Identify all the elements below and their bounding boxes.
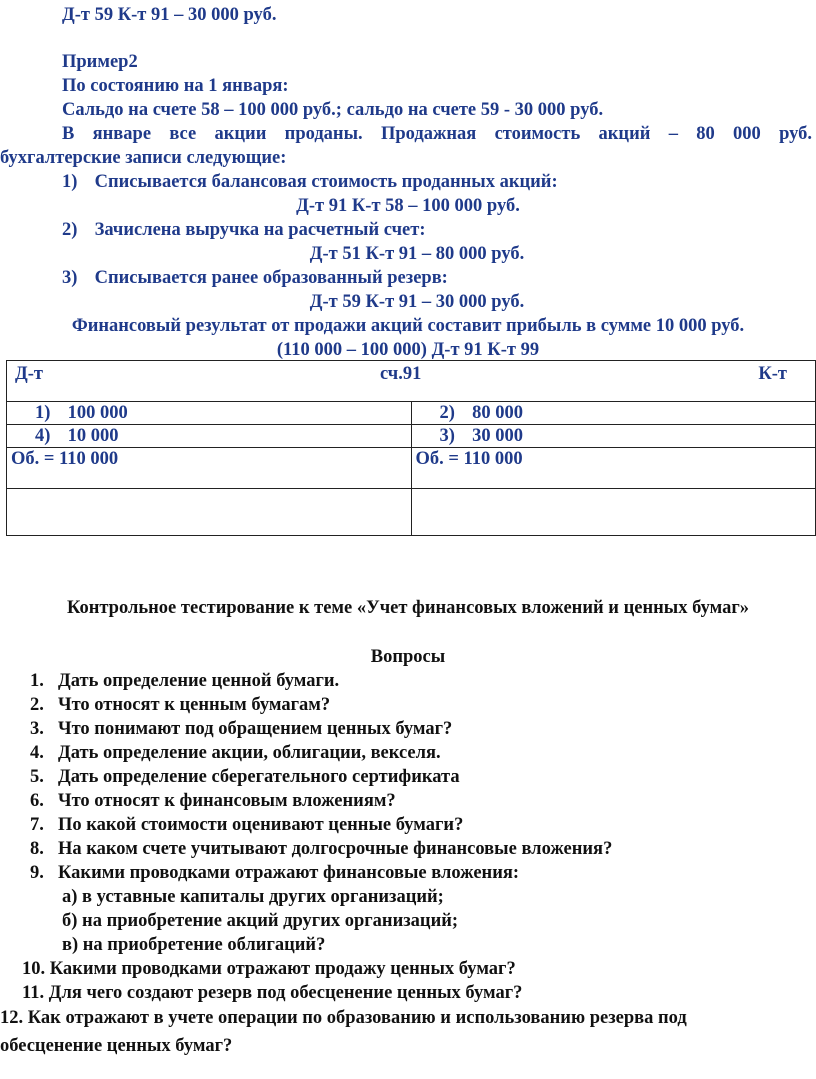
empty-cell bbox=[7, 489, 412, 536]
question-text: Какими проводками отражают финансовые вложения: bbox=[58, 863, 520, 883]
account-91-table bbox=[6, 360, 816, 536]
step-text: Зачислена выручка на расчетный счет: bbox=[94, 220, 426, 240]
debit-value: 100 000 bbox=[67, 403, 128, 423]
example-balances: Сальдо на счете 58 – 100 000 руб.; сальдо на счете 59 - 30 000 руб. bbox=[62, 100, 604, 120]
question-12-line2: обесценение ценных бумаг? bbox=[0, 1036, 233, 1056]
step-2 bbox=[62, 219, 426, 241]
table-header-row bbox=[7, 361, 816, 402]
result-entry: (110 000 – 100 000) Д-т 91 К-т 99 bbox=[276, 340, 540, 360]
question-11: 11. Для чего создают резерв под обесценение ценных бумаг? bbox=[22, 983, 523, 1003]
question-number: 6. bbox=[30, 791, 44, 811]
step-number: 3) bbox=[62, 268, 78, 288]
table-row bbox=[7, 402, 816, 425]
result-line: Финансовый результат от продажи акций составит прибыль в сумме 10 000 руб. bbox=[71, 316, 745, 336]
subitem-a: а) в уставные капиталы других организаций; bbox=[62, 887, 444, 907]
question-text: Что понимают под обращением ценных бумаг? bbox=[58, 719, 453, 739]
question-number: 5. bbox=[30, 767, 44, 787]
debit-label: Д-т bbox=[15, 364, 43, 384]
question-number: 3. bbox=[30, 719, 44, 739]
question-number: 1. bbox=[30, 671, 44, 691]
table-row bbox=[7, 425, 816, 448]
credit-label: К-т bbox=[758, 364, 787, 384]
step-text: Списывается ранее образованный резерв: bbox=[94, 268, 448, 288]
step-number: 1) bbox=[62, 172, 78, 192]
credit-cell bbox=[411, 425, 816, 448]
test-title: Контрольное тестирование к теме «Учет финансовых вложений и ценных бумаг» bbox=[66, 598, 750, 618]
empty-row bbox=[7, 489, 816, 536]
credit-cell bbox=[411, 402, 816, 425]
row-number: 4) bbox=[35, 426, 51, 446]
question-number: 9. bbox=[30, 863, 44, 883]
debit-turnover: Об. = 110 000 bbox=[7, 448, 412, 489]
question-10: 10. Какими проводками отражают продажу ценных бумаг? bbox=[22, 959, 516, 979]
row-number: 3) bbox=[439, 426, 455, 446]
step-text: Списывается балансовая стоимость проданных акций: bbox=[94, 172, 558, 192]
row-number: 2) bbox=[439, 403, 455, 423]
question-4 bbox=[30, 742, 441, 764]
debit-value: 10 000 bbox=[67, 426, 119, 446]
top-entry: Д-т 59 К-т 91 – 30 000 руб. bbox=[62, 5, 277, 25]
example-state-line: По состоянию на 1 января: bbox=[62, 76, 289, 96]
question-8 bbox=[30, 838, 612, 860]
step-1-entry: Д-т 91 К-т 58 – 100 000 руб. bbox=[296, 196, 520, 216]
example-title: Пример2 bbox=[62, 52, 138, 72]
question-number: 8. bbox=[30, 839, 44, 859]
account-label: сч.91 bbox=[379, 364, 422, 384]
question-text: На каком счете учитывают долгосрочные финансовые вложения? bbox=[58, 839, 613, 859]
question-3 bbox=[30, 718, 452, 740]
debit-cell bbox=[7, 425, 412, 448]
example-records-line: бухгалтерские записи следующие: bbox=[0, 148, 287, 168]
question-12-line1: 12. Как отражают в учете операции по образованию и использованию резерва под bbox=[0, 1008, 687, 1028]
step-1 bbox=[62, 171, 558, 193]
question-text: По какой стоимости оценивают ценные бумаги? bbox=[58, 815, 464, 835]
question-number: 7. bbox=[30, 815, 44, 835]
debit-cell bbox=[7, 402, 412, 425]
step-2-entry: Д-т 51 К-т 91 – 80 000 руб. bbox=[309, 244, 525, 264]
question-text: Что относят к финансовым вложениям? bbox=[58, 791, 396, 811]
question-5 bbox=[30, 766, 460, 788]
empty-cell bbox=[411, 489, 816, 536]
example-sold-line: В январе все акции проданы. Продажная стоимость акций – 80 000 руб. bbox=[62, 124, 812, 144]
subitem-b: б) на приобретение акций других организаций; bbox=[62, 911, 459, 931]
step-3 bbox=[62, 267, 448, 289]
question-text: Дать определение сберегательного сертификата bbox=[58, 767, 460, 787]
table-header-cell bbox=[7, 361, 816, 402]
row-number: 1) bbox=[35, 403, 51, 423]
question-text: Что относят к ценным бумагам? bbox=[58, 695, 331, 715]
question-7 bbox=[30, 814, 463, 836]
subitem-c: в) на приобретение облигаций? bbox=[62, 935, 326, 955]
question-text: Дать определение ценной бумаги. bbox=[58, 671, 340, 691]
step-number: 2) bbox=[62, 220, 78, 240]
step-3-entry: Д-т 59 К-т 91 – 30 000 руб. bbox=[309, 292, 525, 312]
turnover-row bbox=[7, 448, 816, 489]
credit-value: 80 000 bbox=[472, 403, 523, 423]
questions-heading: Вопросы bbox=[370, 647, 446, 667]
credit-value: 30 000 bbox=[472, 426, 523, 446]
question-6 bbox=[30, 790, 396, 812]
question-1 bbox=[30, 670, 339, 692]
question-9 bbox=[30, 862, 519, 884]
credit-turnover: Об. = 110 000 bbox=[411, 448, 816, 489]
question-text: Дать определение акции, облигации, векселя. bbox=[58, 743, 441, 763]
question-number: 2. bbox=[30, 695, 44, 715]
question-number: 4. bbox=[30, 743, 44, 763]
question-2 bbox=[30, 694, 330, 716]
